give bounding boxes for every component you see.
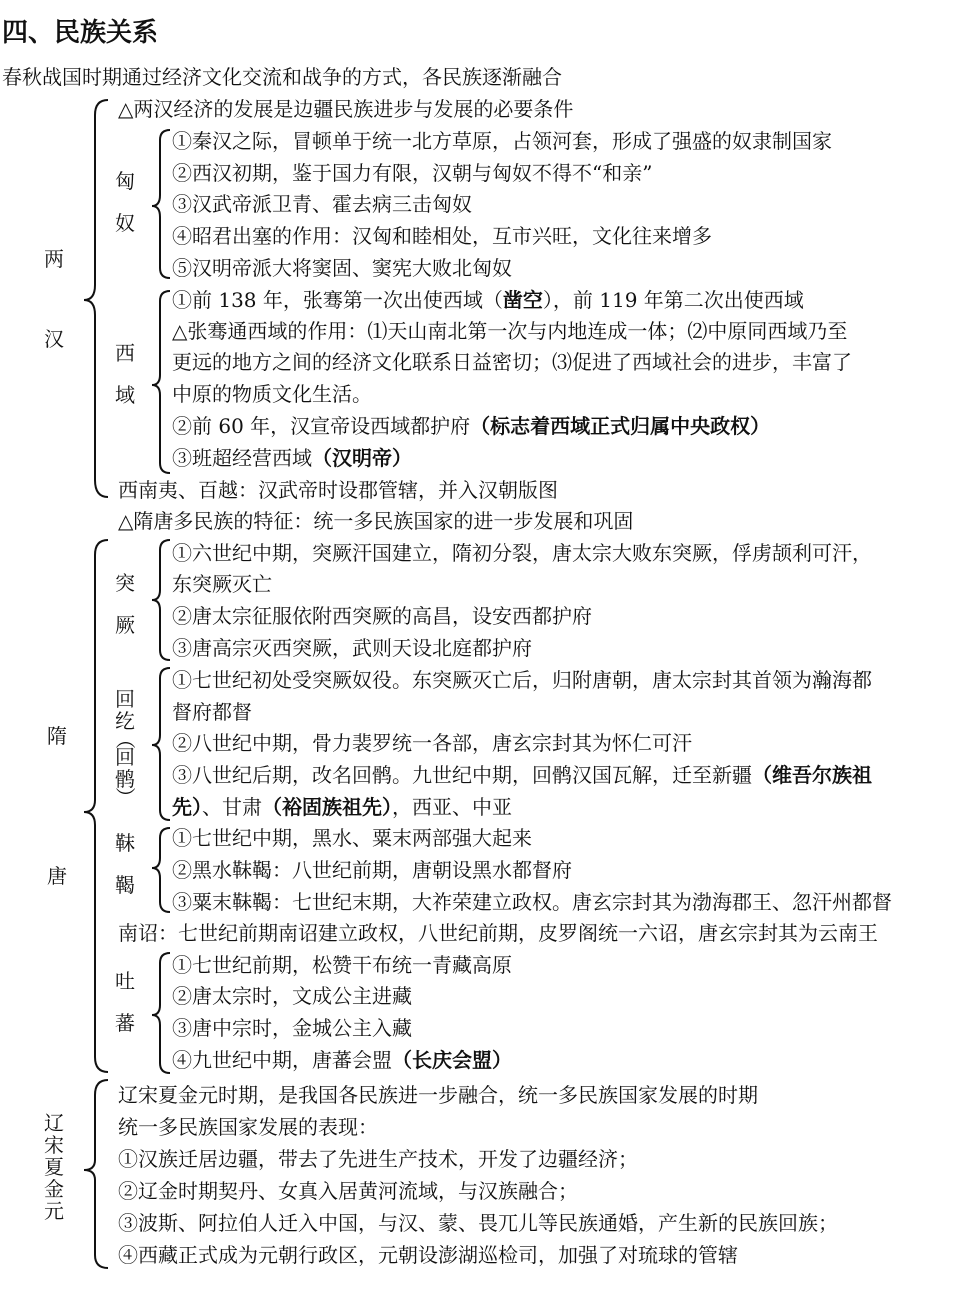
tubo-label — [113, 970, 137, 1034]
text-span: ），前 119 年第二次出使西域 — [542, 288, 804, 312]
text-span: ②前 60 年，汉宣帝设西域都护府 — [172, 414, 471, 438]
list-item: ③唐高宗灭西突厥，武则天设北庭都护府 — [172, 636, 532, 660]
text-span: ，西亚、中亚 — [392, 795, 512, 819]
bracket-xiyu — [152, 291, 170, 473]
bracket-liaosong — [84, 1080, 108, 1268]
label-char: （ — [113, 729, 137, 749]
xiyu-label-text — [113, 342, 137, 406]
label-char: 奴 — [115, 211, 135, 235]
xiyu-effect-line: 更远的地方之间的经济文化联系日益密切；⑶促进了西域社会的进步，丰富了 — [172, 350, 852, 374]
xiyu-item-1 — [172, 285, 804, 316]
list-item: ①六世纪中期，突厥汗国建立，隋初分裂，唐太宗大败东突厥，俘虏颉利可汗， — [172, 541, 872, 565]
list-item: ③汉武帝派卫青、霍去病三击匈奴 — [172, 192, 472, 216]
tujue-label — [113, 572, 137, 636]
huihe-item-3 — [172, 760, 872, 791]
han-note: △两汉经济的发展是边疆民族进步与发展的必要条件 — [118, 97, 574, 121]
label-char: 汉 — [44, 327, 64, 351]
list-item: ④昭君出塞的作用：汉匈和睦相处，互市兴旺，文化往来增多 — [172, 224, 712, 248]
huihe-item-3-cont — [172, 792, 512, 823]
label-char: 吐 — [115, 969, 135, 993]
list-item: ②八世纪中期，骨力裴罗统一各部，唐玄宗封其为怀仁可汗 — [172, 731, 692, 755]
label-char: 两 — [44, 247, 64, 271]
tujue-label-text — [113, 572, 137, 636]
huihe-label — [113, 687, 137, 807]
liaosong-label — [42, 1112, 66, 1222]
mohe-label-text — [113, 832, 137, 896]
label-char: 突 — [115, 571, 135, 595]
list-item: ③唐中宗时，金城公主入藏 — [172, 1016, 412, 1040]
label-char: ） — [113, 787, 137, 807]
list-item: 辽宋夏金元时期，是我国各民族进一步融合，统一多民族国家发展的时期 — [118, 1083, 758, 1107]
bracket-tubo — [152, 953, 170, 1073]
label-char: 隋 — [47, 724, 67, 748]
label-char: 纥 — [115, 709, 135, 733]
list-item: ⑤汉明帝派大将窦固、窦宪大败北匈奴 — [172, 256, 512, 280]
text-span: ③班超经营西域 — [172, 446, 312, 470]
bracket-tujue — [152, 540, 170, 660]
page-title: 四、民族关系 — [2, 18, 159, 48]
label-char: 唐 — [47, 864, 67, 888]
text-span: 、甘肃 — [202, 795, 262, 819]
bold-span: （汉明帝） — [312, 446, 412, 470]
bold-span: （维吾尔族祖 — [752, 763, 872, 787]
bracket-xiongnu — [152, 130, 170, 278]
xiyu-item-2 — [172, 411, 770, 442]
tubo-item-4 — [172, 1045, 512, 1076]
xiyu-effect-line: 中原的物质文化生活。 — [172, 382, 372, 406]
southwest-line: 西南夷、百越：汉武帝时设郡管辖，并入汉朝版图 — [118, 478, 558, 502]
list-item: ②黑水靺鞨：八世纪前期，唐朝设黑水都督府 — [172, 858, 572, 882]
list-item: ①七世纪中期，黑水、粟末两部强大起来 — [172, 826, 532, 850]
xiongnu-label-text — [113, 170, 137, 234]
list-item: ②唐太宗时，文成公主进藏 — [172, 984, 412, 1008]
label-char: 匈 — [115, 169, 135, 193]
list-item: ①七世纪前期，松赞干布统一青藏高原 — [172, 953, 512, 977]
label-char: 蕃 — [115, 1011, 135, 1035]
text-span: ④九世纪中期，唐蕃会盟 — [172, 1048, 392, 1072]
text-span: ③八世纪后期，改名回鹘。九世纪中期，回鹘汉国瓦解，迁至新疆 — [172, 763, 752, 787]
xiyu-label — [113, 342, 137, 406]
liaosong-label-text: 辽宋夏金元 — [44, 1111, 64, 1223]
list-item: ②西汉初期，鉴于国力有限，汉朝与匈奴不得不“和亲” — [172, 161, 653, 185]
list-item: ③粟末靺鞨：七世纪末期，大祚荣建立政权。唐玄宗封其为渤海郡王、忽汗州都督 — [172, 890, 892, 914]
list-item: ③波斯、阿拉伯人迁入中国，与汉、蒙、畏兀儿等民族通婚，产生新的民族回族； — [118, 1211, 838, 1235]
label-char: 西 — [115, 341, 135, 365]
list-item: ①秦汉之际，冒顿单于统一北方草原，占领河套，形成了强盛的奴隶制国家 — [172, 129, 832, 153]
tubo-label-text — [113, 970, 137, 1034]
list-item: ②唐太宗征服依附西突厥的高昌，设安西都护府 — [172, 604, 592, 628]
han-label — [42, 248, 66, 350]
bold-span: 凿空 — [502, 288, 543, 312]
label-char: 厥 — [115, 613, 135, 637]
bold-span: （标志着西域正式归属中央政权） — [470, 414, 771, 438]
label-char: 鹘 — [115, 767, 135, 791]
label-char: 鞨 — [115, 873, 135, 897]
list-item: 统一多民族国家发展的表现： — [118, 1115, 378, 1139]
list-item: ④西藏正式成为元朝行政区，元朝设澎湖巡检司，加强了对琉球的管辖 — [118, 1243, 738, 1267]
suitang-label-text — [45, 725, 69, 887]
bracket-huihe — [152, 668, 170, 820]
list-item: ①汉族迁居边疆，带去了先进生产技术，开发了边疆经济； — [118, 1147, 638, 1171]
label-char: 回 — [115, 687, 135, 711]
bracket-suitang — [84, 540, 108, 1072]
list-item: 东突厥灭亡 — [172, 572, 272, 596]
list-item: 督府都督 — [172, 700, 252, 724]
xiyu-item-3 — [172, 443, 412, 474]
xiongnu-label — [113, 170, 137, 234]
bracket-mohe — [152, 828, 170, 912]
label-char: 靺 — [115, 831, 135, 855]
bracket-han — [84, 100, 108, 497]
bold-span: （裕固族祖先） — [262, 795, 392, 819]
bold-span: （长庆会盟） — [392, 1048, 512, 1072]
text-span: ①前 138 年，张骞第一次出使西域（ — [172, 288, 503, 312]
suitang-label — [45, 725, 69, 887]
list-item: ②辽金时期契丹、女真入居黄河流域，与汉族融合； — [118, 1179, 578, 1203]
suitang-note: △隋唐多民族的特征：统一多民族国家的进一步发展和巩固 — [118, 509, 634, 533]
han-label-text — [42, 248, 66, 350]
xiyu-effect-line: △张骞通西域的作用：⑴天山南北第一次与内地连成一体；⑵中原同西域乃至 — [172, 319, 848, 343]
list-item: ①七世纪初处受突厥奴役。东突厥灭亡后，归附唐朝，唐太宗封其首领为瀚海都 — [172, 668, 872, 692]
nanzhao-line: 南诏：七世纪前期南诏建立政权，八世纪前期，皮罗阁统一六诏，唐玄宗封其为云南王 — [118, 921, 878, 945]
intro-text: 春秋战国时期通过经济文化交流和战争的方式，各民族逐渐融合 — [2, 65, 562, 89]
label-char: 回 — [115, 745, 135, 769]
huihe-label-text — [113, 687, 137, 807]
bold-span: 先） — [172, 795, 202, 819]
label-char: 域 — [115, 383, 135, 407]
mohe-label — [113, 832, 137, 896]
